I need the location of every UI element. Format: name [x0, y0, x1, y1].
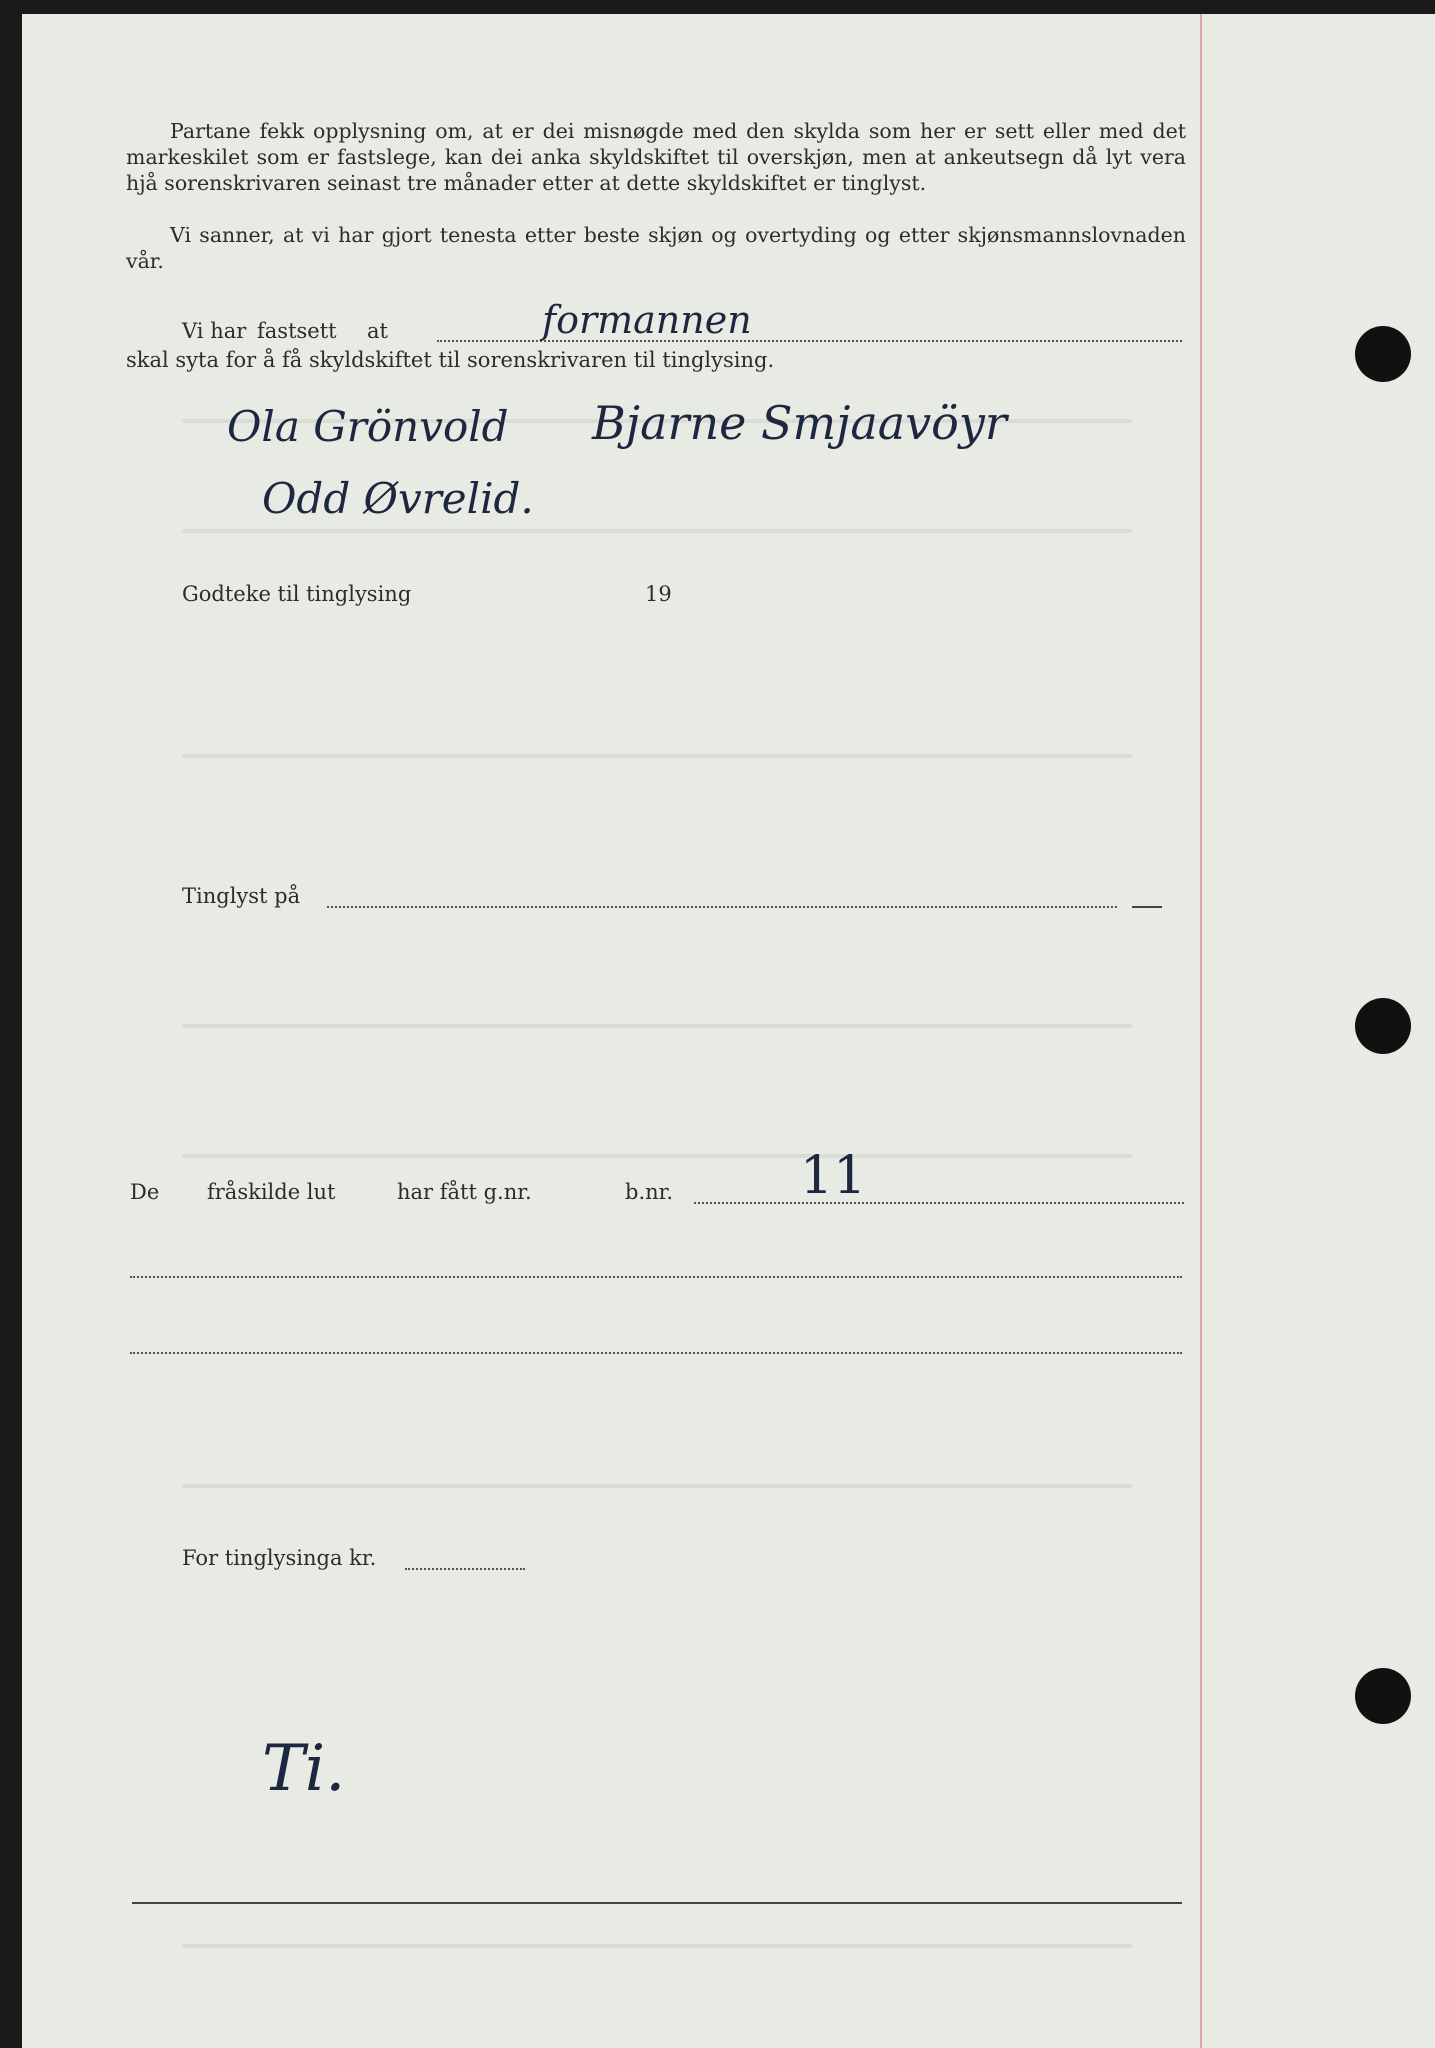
bleed-through-line — [182, 1024, 1132, 1028]
bleed-through-line — [182, 1944, 1132, 1948]
tinglyst-line-end — [1132, 906, 1162, 908]
bleed-through-line — [182, 1484, 1132, 1488]
declaration-paragraph: Vi sanner, at vi har gjort tenesta etter beste skjøn og overtyding og etter skjønsmannslovnaden vår. — [126, 223, 1186, 273]
bnr-dotted-line — [694, 1202, 1184, 1204]
fraskilde-dotted-line-3 — [130, 1352, 1182, 1354]
handwritten-initials: Ti. — [262, 1732, 346, 1806]
margin-rule — [1200, 14, 1202, 2048]
tinglyst-label: Tinglyst på — [182, 884, 301, 908]
punch-hole-icon — [1355, 1668, 1411, 1724]
fee-dotted-line — [405, 1568, 525, 1570]
label-vi-har: Vi har — [182, 319, 247, 343]
punch-hole-icon — [1355, 326, 1411, 382]
signature-1: Ola Grönvold — [227, 402, 509, 451]
label-har-fatt-gnr: har fått g.nr. — [397, 1180, 532, 1204]
fraskilde-dotted-line-2 — [130, 1276, 1182, 1278]
godteke-year-prefix: 19 — [645, 582, 672, 606]
appeal-paragraph: Partane fekk opplysning om, at er dei misnøgde med den skylda som her er sett eller med det markeskilet som er fastslege, kan dei anka skyldskiftet til overskjøn, men at ankeutsegn då lyt vera hjå sorenskrivaren seinast tre månader etter at dette skyldskiftet er tinglyst. — [126, 119, 1186, 195]
fastsett-continuation: skal syta for å få skyldskiftet til sorenskrivaren til tinglysing. — [126, 348, 775, 372]
signature-3: Odd Øvrelid. — [262, 474, 534, 523]
label-fastsett: fastsett — [257, 319, 337, 343]
document-page — [22, 14, 1435, 2048]
label-de: De — [130, 1180, 160, 1204]
tinglyst-dotted-line — [327, 906, 1117, 908]
bleed-through-line — [182, 754, 1132, 758]
label-at: at — [367, 319, 388, 343]
godteke-label: Godteke til tinglysing — [182, 582, 412, 606]
punch-hole-icon — [1355, 998, 1411, 1054]
bottom-rule — [132, 1902, 1182, 1904]
bleed-through-line — [182, 1154, 1132, 1158]
bnr-handwritten-value: 11 — [800, 1146, 867, 1206]
label-fraskilde-lut: fråskilde lut — [207, 1180, 336, 1204]
for-tinglysinga-label: For tinglysinga kr. — [182, 1546, 377, 1570]
label-bnr: b.nr. — [625, 1180, 674, 1204]
signature-2: Bjarne Smjaavöyr — [592, 396, 1007, 450]
fastsett-handwritten-value: formannen — [542, 298, 752, 342]
bleed-through-line — [182, 529, 1132, 533]
